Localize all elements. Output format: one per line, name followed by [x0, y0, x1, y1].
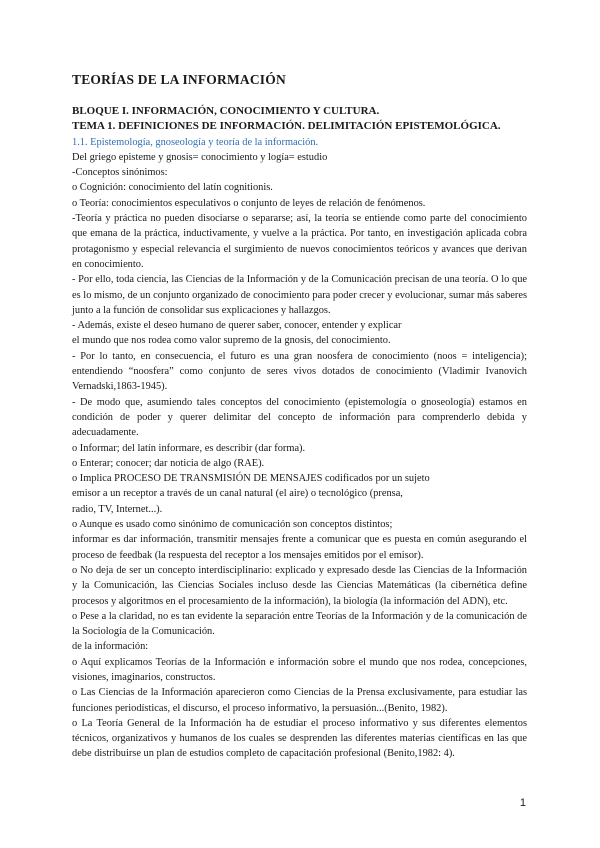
paragraph: informar es dar información, transmitir mensajes frente a comunicar que es puesta en común asegurando el proceso de feedbak (la respuesta del receptor a los mensajes emitidos por el emisor). [72, 534, 527, 561]
paragraph: o La Teoría General de la Información ha de estudiar el proceso informativo y sus diferentes elementos técnicos, organizativos y humanos de los cuales se desprenden las diferentes materias científicas en las que debe distribuirse un plan de estudios completo de capacitación profesional (Benito,1982: 4). [72, 717, 527, 760]
paragraph: o Las Ciencias de la Información aparecieron como Ciencias de la Prensa exclusivamente, para estudiar las funciones periodísticas, el discurso, el proceso informativo, la persuasión...(Benito, 1982). [72, 687, 527, 714]
paragraph: o Teoría: conocimientos especulativos o conjunto de leyes de relación de fenómenos. [72, 197, 426, 209]
paragraph: o Informar; del latín informare, es describir (dar forma). [72, 442, 306, 454]
paragraph: o Pese a la claridad, no es tan evidente la separación entre Teorías de la Información y de la comunicación de la Sociología de la Comunicación. [72, 610, 527, 638]
paragraph: -Conceptos sinónimos: [72, 167, 168, 179]
paragraph: o Aquí explicamos Teorías de la Información e información sobre el mundo que nos rodea, concepciones, visiones, imaginarios, constructos. [72, 656, 527, 683]
paragraph: o Cognición: conocimiento del latín cognitionis. [72, 182, 273, 194]
paragraph: o Implica PROCESO DE TRANSMISIÓN DE MENSAJES codificados por un sujeto [72, 473, 430, 485]
paragraph: el mundo que nos rodea como valor supremo de la gnosis, del conocimiento. [72, 335, 391, 347]
paragraph: - Además, existe el deseo humano de querer saber, conocer, entender y explicar [72, 320, 402, 332]
paragraph: o Aunque es usado como sinónimo de comunicación son conceptos distintos; [72, 519, 393, 531]
section-heading: 1.1. Epistemología, gnoseología y teoría de la información. [72, 136, 319, 148]
document-body [72, 104, 527, 762]
theme-heading: TEMA 1. DEFINICIONES DE INFORMACIÓN. DELIMITACIÓN EPISTEMOLÓGICA. [72, 120, 501, 133]
paragraph: -Teoría y práctica no pueden disociarse o separarse; así, la teoría se entiende como parte del conocimiento que emana de la práctica, inductivamente, y vuelve a la práctica. Por tanto, en investigación aplicada cobra protagonismo y especial relevancia el surgimiento de nuevos conocimientos teóricos y avances que derivan en conocimiento. [72, 213, 527, 270]
paragraph: radio, TV, Internet...). [72, 503, 163, 515]
paragraph: de la información: [72, 641, 149, 653]
paragraph: emisor a un receptor a través de un canal natural (el aire) o tecnológico (prensa, [72, 488, 403, 500]
document-title: TEORÍAS DE LA INFORMACIÓN [72, 72, 286, 87]
page-number: 1 [519, 797, 526, 809]
block-heading: BLOQUE I. INFORMACIÓN, CONOCIMIENTO Y CULTURA. [72, 105, 380, 117]
paragraph: Del griego episteme y gnosis= conocimiento y logía= estudio [72, 151, 328, 163]
paragraph: - Por lo tanto, en consecuencia, el futuro es una gran noosfera de conocimiento (noos = inteligencia); entendiendo “noosfera” como conjunto de seres vivos dotados de conocimiento (Vladimir Ivanovich Vernadski,1863-1945). [72, 350, 527, 393]
paragraph: o No deja de ser un concepto interdisciplinario: explicado y expresado desde las Ciencias de la Información y la Comunicación, las Ciencias Sociales incluso desde las Ciencias Matemáticas (la cibernética define procesos y algoritmos en el procesamiento de la información), la biología (la información del ADN), etc. [72, 564, 527, 607]
paragraph: - Por ello, toda ciencia, las Ciencias de la Información y de la Comunicación precisan de una teoría. O lo que es lo mismo, de un conjunto organizado de conocimiento para poder crecer y evolucionar, sumar más saberes junto a la función de consolidar sus explicaciones y hallazgos. [72, 274, 527, 316]
paragraph: - De modo que, asumiendo tales conceptos del conocimiento (epistemología o gnoseología) estamos en condición de poder y querer delimitar del concepto de información para comprenderlo debida y adecuadamente. [72, 396, 527, 439]
paragraph: o Enterar; conocer; dar noticia de algo (RAE). [72, 457, 265, 469]
